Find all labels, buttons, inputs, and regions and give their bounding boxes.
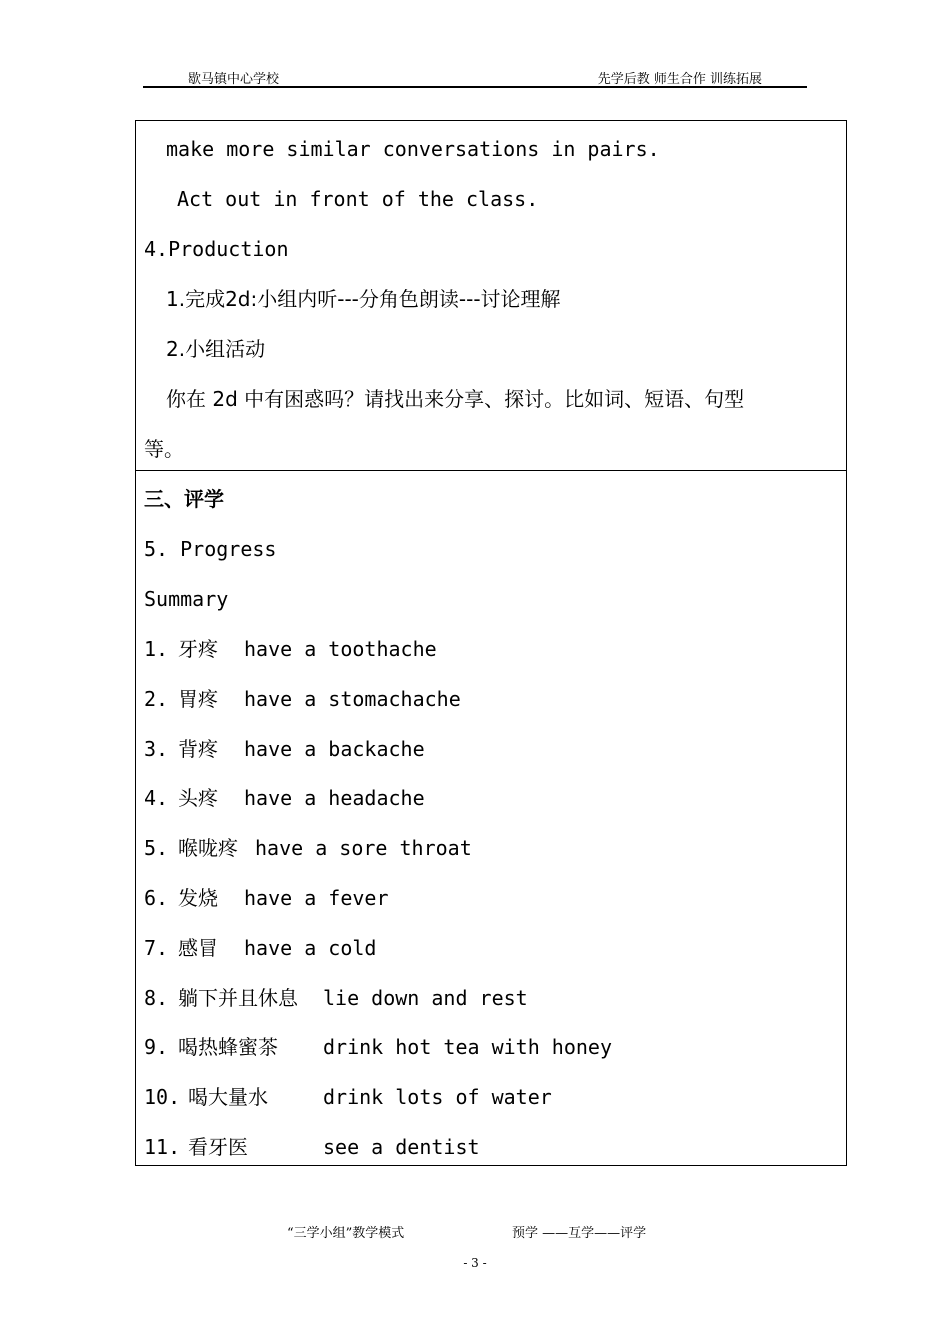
summary-item-chinese: 喝大量水 — [188, 1085, 268, 1110]
summary-item-number: 2. — [144, 686, 169, 711]
pair-practice-line: make more similar conversations in pairs. — [166, 137, 660, 161]
summary-item-number: 10. — [144, 1085, 181, 1110]
summary-item-english: have a sore throat — [255, 836, 472, 861]
summary-title: Summary — [144, 587, 229, 611]
section3-title: 三、评学 — [144, 487, 224, 511]
summary-item-number: 8. — [144, 985, 169, 1010]
section-divider — [136, 470, 846, 471]
summary-item-english: have a cold — [244, 935, 377, 960]
summary-item-number: 11. — [144, 1135, 181, 1159]
summary-item-chinese: 喉咙疼 — [178, 836, 238, 861]
header-motto: 先学后教 师生合作 训练拓展 — [597, 72, 762, 87]
summary-item-chinese: 背疼 — [178, 736, 218, 761]
summary-item-number: 9. — [144, 1035, 169, 1060]
act-out-line: Act out in front of the class. — [177, 187, 539, 211]
summary-item-number: 5. — [144, 836, 169, 861]
summary-item-chinese: 感冒 — [178, 935, 218, 960]
question-line-1: 你在 2d 中有困惑吗？请找出来分享、探讨。比如词、短语、句型 — [166, 387, 745, 411]
summary-item-chinese: 喝热蜂蜜茶 — [178, 1035, 278, 1060]
summary-item-english: drink lots of water — [323, 1085, 552, 1110]
summary-item-english: see a dentist — [323, 1135, 480, 1159]
summary-item-english: have a backache — [244, 736, 425, 761]
summary-item-number: 6. — [144, 886, 169, 910]
summary-item-chinese: 牙疼 — [178, 637, 218, 661]
summary-item-english: have a headache — [244, 786, 425, 811]
summary-item-chinese: 胃疼 — [178, 686, 218, 711]
summary-item-number: 4. — [144, 786, 169, 811]
summary-item-english: drink hot tea with honey — [323, 1035, 612, 1060]
page-header — [143, 64, 807, 88]
footer-right: 预学 ——互学——评学 — [512, 1226, 647, 1241]
production-item-2: 2.小组活动 — [166, 337, 266, 361]
summary-item-chinese: 躺下并且休息 — [178, 985, 298, 1010]
production-title: 4.Production — [144, 237, 289, 261]
summary-item-english: have a fever — [244, 886, 389, 910]
summary-item-chinese: 发烧 — [178, 886, 218, 910]
summary-item-chinese: 头疼 — [178, 786, 218, 811]
production-item-1: 1.完成2d:小组内听---分角色朗读---讨论理解 — [166, 287, 561, 311]
summary-item-english: have a toothache — [244, 637, 437, 661]
summary-item-english: have a stomachache — [244, 686, 461, 711]
summary-item-number: 7. — [144, 935, 169, 960]
page-number: - 3 - — [463, 1256, 487, 1270]
summary-item-number: 1. — [144, 637, 169, 661]
school-name: 歇马镇中心学校 — [188, 72, 280, 87]
footer-left: “三学小组”教学模式 — [287, 1226, 405, 1241]
summary-item-english: lie down and rest — [323, 985, 528, 1010]
lesson-table — [135, 120, 847, 1166]
progress-title: 5. Progress — [144, 537, 277, 561]
question-line-2: 等。 — [144, 437, 184, 461]
summary-item-chinese: 看牙医 — [188, 1135, 248, 1159]
summary-item-number: 3. — [144, 736, 169, 761]
